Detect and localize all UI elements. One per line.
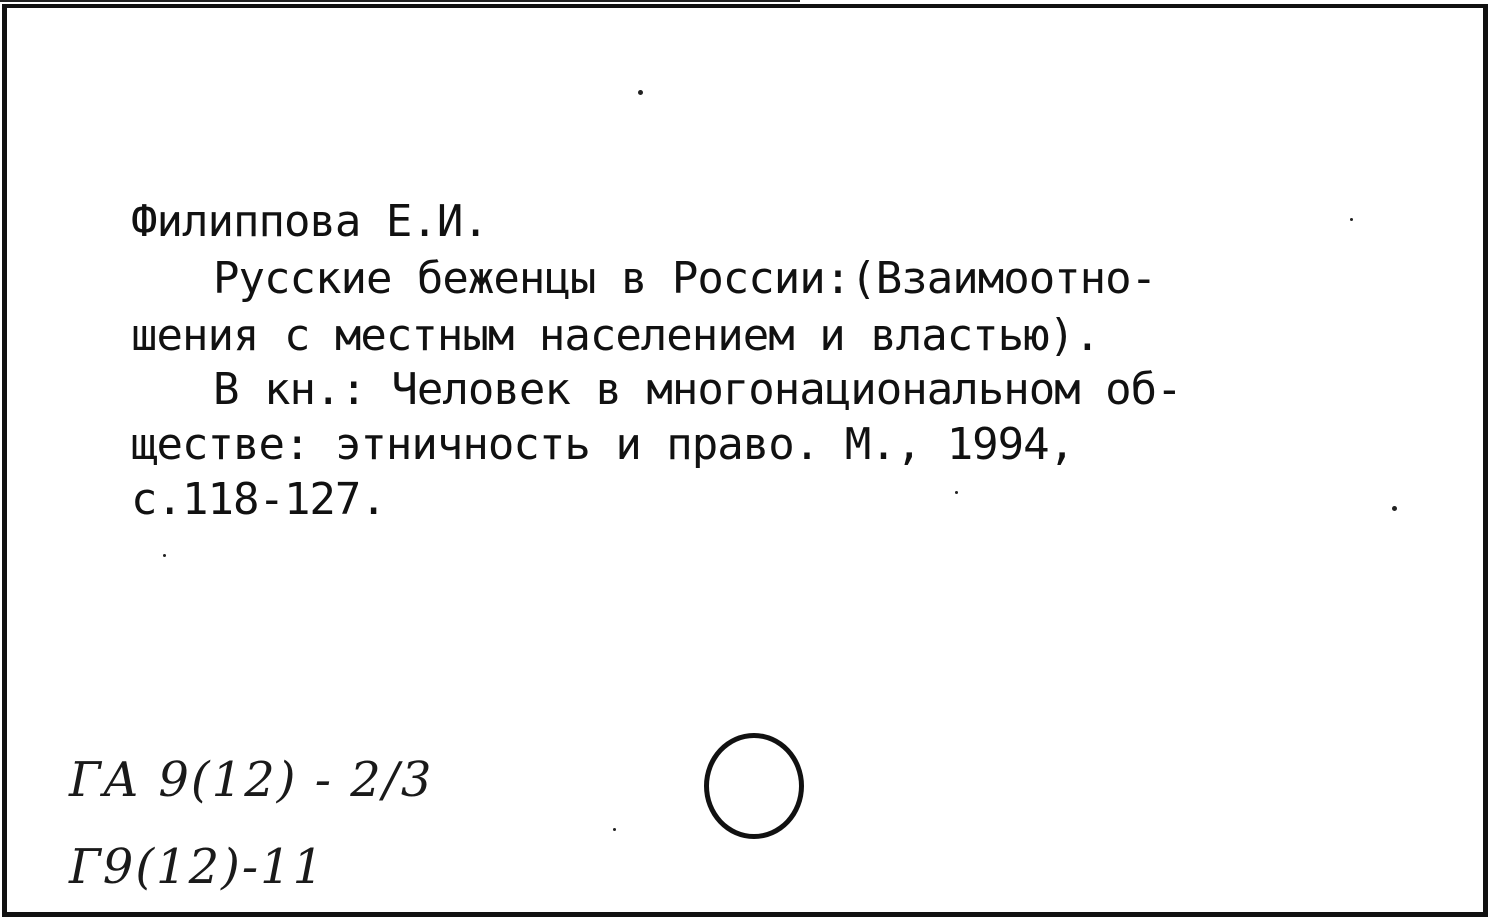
title-line-2: шения с местным населением и властью). [131, 310, 1100, 361]
shelfmark-1: ГА 9(12) - 2/3 [69, 752, 434, 808]
author-name: Филиппова Е.И. [131, 196, 488, 247]
title-line-1: Русские беженцы в России:(Взаимоотно- [213, 253, 1157, 304]
dust-speck [163, 554, 166, 557]
dust-speck [1392, 506, 1397, 511]
punch-hole-circle [704, 733, 804, 839]
top-edge-line [0, 0, 800, 2]
source-line-2: ществе: этничность и право. М., 1994, [131, 419, 1075, 470]
pages-line: с.118-127. [131, 474, 386, 525]
dust-speck [1350, 218, 1353, 221]
dust-speck [638, 90, 643, 95]
shelfmark-2: Г9(12)-11 [69, 839, 326, 895]
dust-speck [955, 491, 958, 494]
source-line-1: В кн.: Человек в многонациональном об- [213, 364, 1182, 415]
catalog-card [2, 4, 1488, 917]
dust-speck [613, 828, 616, 831]
